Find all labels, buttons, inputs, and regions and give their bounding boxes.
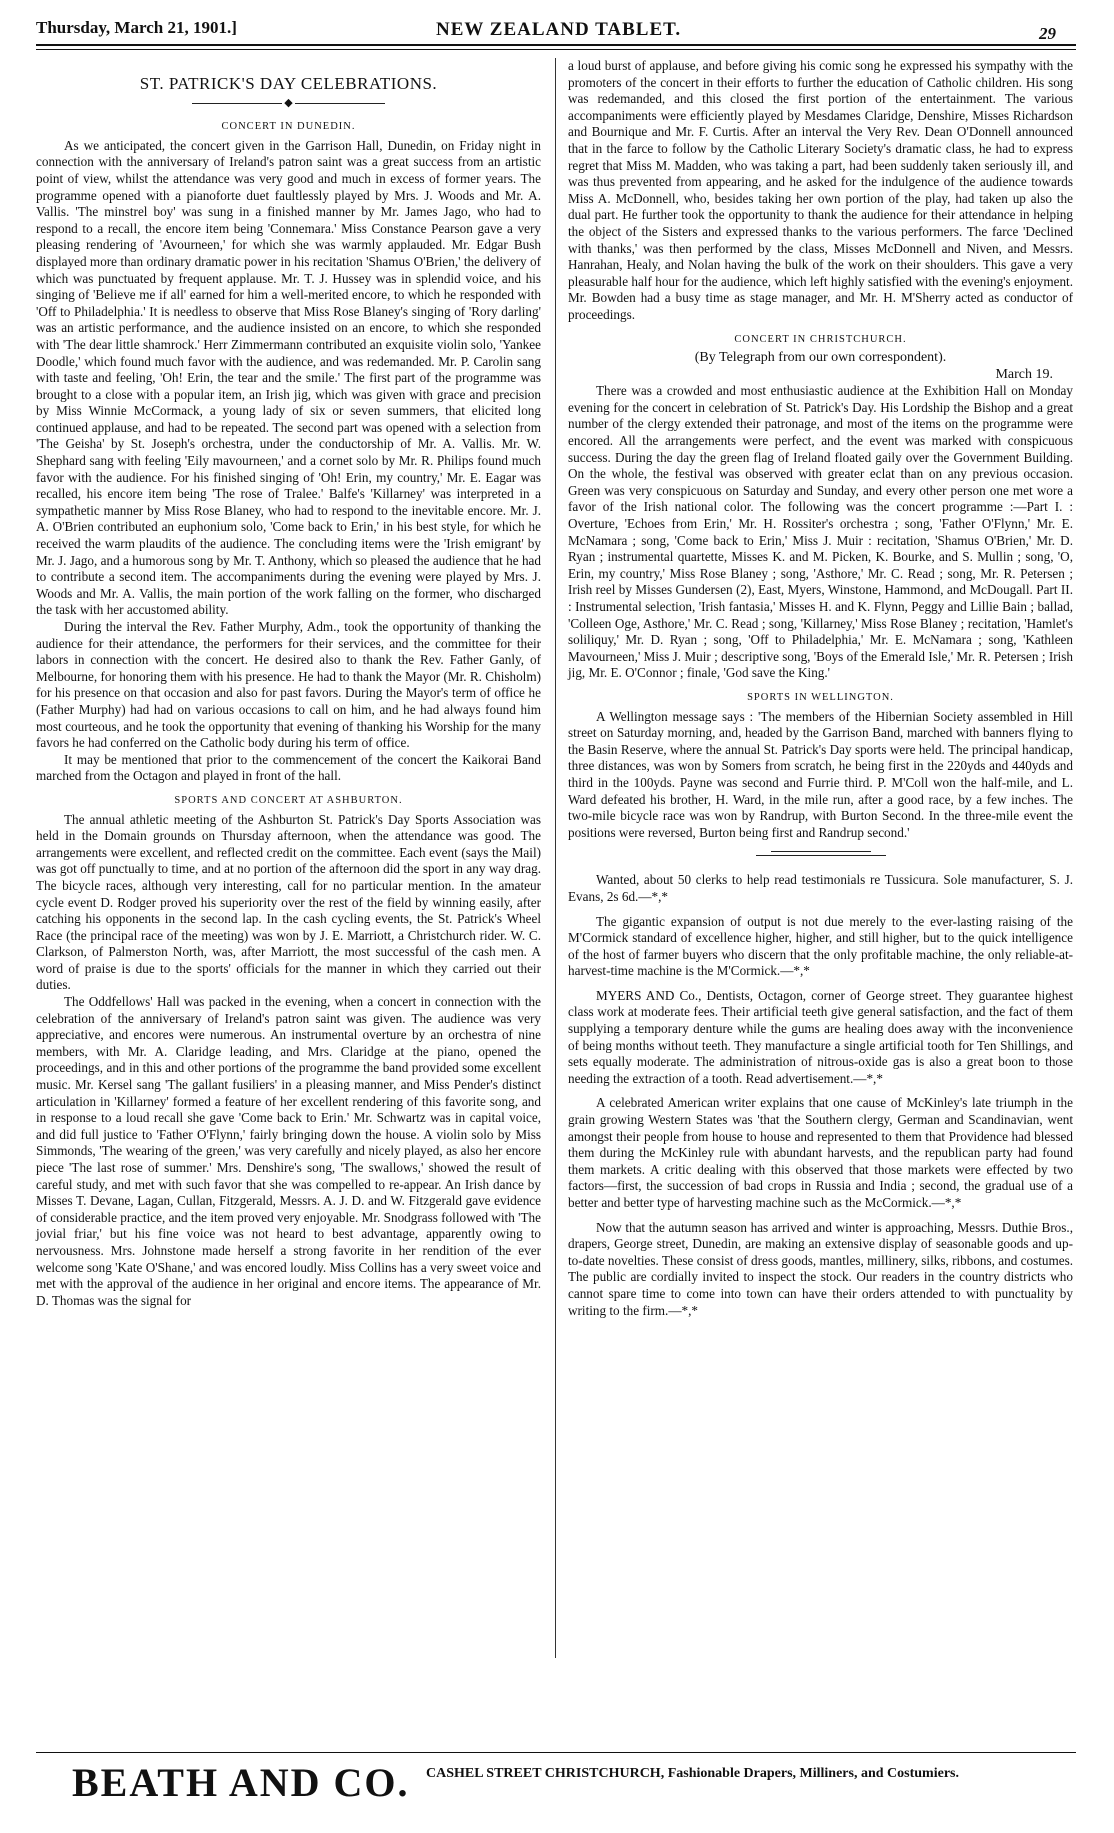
article-title: ST. PATRICK'S DAY CELEBRATIONS. [139, 74, 438, 93]
paragraph: As we anticipated, the concert given in the Garrison Hall, Dunedin, on Friday night in connection with the anniversary of Ireland's patron saint was a great success from an artistic point of view, whilst the attendance was very good and much in excess of former years. The programme opened with a pianoforte duet faultlessly played by Mrs. J. Woods and Mr. A. Vallis. 'The minstrel boy' was sung in a finished manner by Mr. James Jago, who had to respond to a recall, the encore item being 'Connemara.' Miss Constance Pearson gave a very pleasing rendering of 'Avourneen,' for which she was warmly applauded. Mr. Edgar Bush displayed more than ordinary dramatic power in his recitation 'Shamus O'Brien,' the delivery of which was punctuated by frequent applause. Mr. T. J. Hussey was in splendid voice, and his singing of 'Believe me if all' earned for him a well-merited encore, to which he responded with 'Off to Philadelphia.' It is needless to observe that Miss Rose Blaney's singing of 'Rory darling' was an artistic performance, and the audience insisted on an encore, to which she responded with 'The dear little shamrock.' Herr Zimmermann contributed an exquisite violin solo, 'Yankee Doodle,' which found much favor with the audience, and was redemanded. Mr. P. Carolin sang with taste and feeling, 'Oh! Erin, the tear and the smile.' The first part of the programme was brought to a close with a popular item, an Irish jig, which was given with grace and precision by Miss Winnie McCormack, a young lady of six or seven summers, that elicited long continued applause, and had to be repeated. The second part was opened with a selection from 'The Geisha' by St. Joseph's orchestra, under the conductorship of Mr. A. Vallis. Mr. W. Shephard sang with feeling 'Eily mavourneen,' and a cornet solo by Mr. R. Philips found much favor with the audience. For his finished singing of 'Oh! Erin, my country,' Mr. E. Eagar was recalled, his encore item being 'The rose of Tralee.' Balfe's 'Killarney' was interpreted in a sympathetic manner by Miss Rose Blaney, who had to respond to the inevitable encore. Mr. J. A. O'Brien contributed an euphonium solo, 'Come back to Erin,' in his best style, for which he received the warm plaudits of the audience. The concluding items were the 'Irish emigrant' by Mr. J. Jago, and a humorous song by Mr. T. Anthony, which so pleased the audience that he had to contribute a second item. The accompaniments during the evening were played by Mrs. J. Woods and Mr. A. Vallis, the main portion of the work falling on the former, who discharged the task with her accustomed ability. [36, 137, 541, 618]
footer-advert [36, 1757, 1076, 1813]
ad-paragraph: Wanted, about 50 clerks to help read testimonials re Tussicura. Sole manufacturer, S. J. Evans, 2s 6d.—*,* [568, 872, 1073, 904]
paragraph: During the interval the Rev. Father Murphy, Adm., took the opportunity of thanking the audience for their attendance, the performers for their services, and the committee for their labors in connection with the concert. He desired also to thank the Rev. Father Ganly, of Melbourne, for honoring them with his presence. He had to thank the Mayor (Mr. R. Chisholm) for his presence on that occasion and also for past favors. During the Mayor's term of office he (Father Murphy) had had on various occasions to call on him, and he had always found him most courteous, and he took the opportunity that evening of thanking his Worship for the many favors he had conferred on the Catholic body during his term of office. [36, 619, 541, 751]
page-number: 29 [1039, 24, 1056, 43]
separator-rule [756, 855, 886, 856]
advertisements [568, 872, 1073, 1319]
paragraph: It may be mentioned that prior to the commencement of the concert the Kaikorai Band marched from the Octagon and played in front of the hall. [36, 751, 541, 784]
dateline: March 19. [995, 366, 1053, 382]
column-divider [555, 58, 556, 1658]
ad-paragraph: The gigantic expansion of output is not due merely to the ever-lasting raising of the M'Cormick standard of excellence higher, higher, and still higher, but to the quick intelligence of the host of farmer buyers who discern that the only profitable machine, the only reliable-at-harvest-time machine is the M'Cormick.—*,* [568, 913, 1073, 979]
paragraph: A Wellington message says : 'The members of the Hibernian Society assembled in Hill street on Saturday morning, and, headed by the Garrison Band, marched with banners flying to the Basin Reserve, where the annual St. Patrick's Day sports were held. The principal handicap, three distances, was won by Somers from scratch, he being first in the 220yds and 440yds and third in the 100yds. Payne was second and Furrie third. P. M'Coll won the half-mile, and L. Ward defeated his brother, H. Ward, in the mile run, after a good race, by a few inches. The two-mile bicycle race was won by Randrup, with Burton Second. In the three-mile event the positions were reversed, Burton being first and Randrup second.' [568, 708, 1073, 840]
ad-paragraph: MYERS AND Co., Dentists, Octagon, corner of George street. They guarantee highest class work at moderate fees. Their artificial teeth give general satisfaction, and the fact of them supplying a temporary denture while the gums are healing does away with the inconvenience of being months without teeth. They manufacture a single artificial tooth for Ten Shillings, and sets equally moderate. The administration of nitrous-oxide gas is also a great boon to those needing the extraction of a tooth. Read advertisement.—*,* [568, 987, 1073, 1086]
paragraph: a loud burst of applause, and before giving his comic song he expressed his sympathy with the promoters of the concert in their efforts to further the education of Catholic children. His song was redemanded, and this closed the first portion of the entertainment. The various accompaniments were efficiently played by Mesdames Claridge, Denshire, Misses Richardson and Bournique and Mr. F. Curtis. After an interval the Very Rev. Dean O'Donnell announced that in the farce to follow by the Catholic Literary Society's dramatic class, he had to express regret that Miss M. Madden, who was taking a part, had been suddenly taken seriously ill, and was thus prevented from appearing, and he asked for the indulgence of the audience towards Miss A. McDonnell, who, besides taking her own portion of the play, had taken up also the dual part. He further took the opportunity to thank the audience for their attendance in helping the object of the Sisters and expressed thanks to the various performers. The farce 'Declined with thanks,' was then performed by the class, Misses McDonnell and Niven, and Messrs. Hanrahan, Healy, and Nolan having the bulk of the work on their shoulders. This gave a very pleasurable half hour for the audience, which left highly satisfied with the evening's enjoyment. Mr. Bowden had a busy time as stage manager, and Mr. H. M'Sherry acted as conductor of proceedings. [568, 58, 1073, 322]
page-header [36, 10, 1076, 46]
footer-rule [36, 1752, 1076, 1753]
section-heading-christchurch: CONCERT IN CHRISTCHURCH. [734, 333, 907, 345]
section-heading-wellington: SPORTS IN WELLINGTON. [747, 691, 894, 703]
header-rule-thin [36, 49, 1076, 50]
header-rule [36, 44, 1076, 46]
ad-paragraph: Now that the autumn season has arrived and winter is approaching, Messrs. Duthie Bros., drapers, George street, Dunedin, are making an extensive display of seasonable goods and up-to-date novelties. These consist of dress goods, mantles, millinery, silks, ribbons, and costumes. The public are cordially invited to inspect the stock. Our readers in the country districts who cannot spare time to come into town can have their orders attended to with punctuality by writing to the firm.—*,* [568, 1219, 1073, 1318]
paragraph: There was a crowded and most enthusiastic audience at the Exhibition Hall on Monday evening for the concert in celebration of St. Patrick's Day. His Lordship the Bishop and a great number of the clergy extended their patronage, and most of the items on the programme were encored. All the arrangements were perfect, and the event was marked with conspicuous success. During the day the green flag of Ireland floated gaily over the Government Building. On the whole, the festival was observed with greater eclat than on any previous occasion. Green was very conspicuous on Saturday and Sunday, and every other person one met wore a favor of the Irish national color. The following was the concert programme :—Part I. : Overture, 'Echoes from Erin,' Mr. H. Rossiter's orchestra ; song, 'Father O'Flynn,' Mr. E. McNamara ; song, 'Come back to Erin,' Miss J. Muir : recitation, 'Shamus O'Brien,' Mr. D. Ryan ; instrumental quartette, Misses K. and M. Picken, K. Bourke, and S. Mullin ; song, 'O, Erin, my country,' Miss Rose Blaney ; song, 'Asthore,' Mr. C. Read ; song, Mr. R. Petersen ; Irish reel by Misses Gundersen (2), East, Myers, Winstone, Hammond, and McDougall. Part II. : Instrumental selection, 'Irish fantasia,' Misses H. and K. Flynn, Peggy and Lillie Bain ; ballad, 'Colleen Oge, Asthore,' Mr. C. Read ; song, 'Killarney,' Miss Rose Blaney ; recitation, 'Hamlet's soliliquy,' Mr. D. Ryan ; song, 'Off to Philadelphia,' Mr. E. McNamara ; song, 'Kathleen Mavourneen,' Miss J. Muir ; descriptive song, 'Boys of the Emerald Isle,' Mr. R. Petersen ; Irish jig, Mr. E. O'Connor ; finale, 'God save the King.' [568, 383, 1073, 681]
paragraph: The annual athletic meeting of the Ashburton St. Patrick's Day Sports Association was held in the Domain grounds on Thursday afternoon, when the attendance was good. The arrangements were excellent, and reflected credit on the committee. Each event (says the Mail) was got off punctually to time, and at no portion of the afternoon did the sport in any way drag. The bicycle races, although very interesting, call for no particular mention. In the amateur cycle event D. Rodger proved his superiority over the rest of the field by winning easily, after catching his opponents in the second lap. In the cash cycling events, the St. Patrick's Wheel Race (the principal race of the meeting) was won by J. E. Marriott, a Christchurch rider. W. C. Clarkson, of Palmerston North, was, after Marriott, the most successful of the cash men. A word of praise is due to the sports' officials for the manner in which they carried out their duties. [36, 811, 541, 993]
section-heading-ashburton: SPORTS AND CONCERT AT ASHBURTON. [174, 794, 403, 806]
ad-paragraph: A celebrated American writer explains that one cause of McKinley's late triumph in the grain growing Western States was 'that the Southern clergy, German and Scandinavian, went amongst their people from house to house and represented to them that Providence had blessed them during the McKinley rule with abundant harvests, and the republican party had found them markets. A critic dealing with this observed that those markets were effected by two factors—first, the succession of bad crops in Russia and India ; second, the gradual use of a better and better type of harvesting machine such as the McCormick.—*,* [568, 1095, 1073, 1210]
footer-brand: BEATH AND CO. [72, 1760, 410, 1805]
masthead-title: NEW ZEALAND TABLET. [436, 19, 682, 40]
issue-date: Thursday, March 21, 1901.] [36, 18, 237, 37]
left-column [36, 58, 541, 1309]
right-column [568, 58, 1073, 1327]
footer-address: CASHEL STREET CHRISTCHURCH, Fashionable Drapers, Milliners, and Costumiers. [426, 1766, 959, 1781]
section-heading-dunedin: CONCERT IN DUNEDIN. [221, 121, 356, 133]
separator-rule [771, 851, 871, 852]
paragraph: The Oddfellows' Hall was packed in the evening, when a concert in connection with the celebration of the anniversary of Ireland's patron saint was given. The audience was very appreciative, and encores were numerous. An instrumental overture by an orchestra of nine members, with Mr. A. Claridge leading, and Mrs. Claridge at the piano, opened the proceedings, and in this and other portions of the programme the band provided some excellent music. Mr. Kersel sang 'The gallant fusiliers' in a pleasing manner, and Miss Pender's distinct articulation in 'Killarney' formed a feature of her excellent rendering of this favorite song, and in response to a loud recall she gave 'Come back to Erin.' Mr. Schwartz was in capital voice, and did full justice to 'Father O'Flynn,' fairly bringing down the house. A violin solo by Miss Simmonds, 'The wearing of the green,' was very carefully and nicely played, as also her encore piece 'The last rose of summer.' Mrs. Denshire's song, 'The swallows,' showed the result of careful study, and met with such favor that she was compelled to re-appear. An Irish dance by Misses T. Devane, Lagan, Cullan, Fitzgerald, Messrs. A. J. D. and W. Fitzgerald gave evidence of considerable practice, and the item proved very enjoyable. Mr. Snodgrass followed with 'The jovial friar,' but his fine voice was not heard to best advantage, apparently owing to nervousness. Mrs. Johnstone made herself a strong favorite in her rendition of the ever welcome song 'Kate O'Shane,' and was encored loudly. Miss Collins has a very sweet voice and met with the approval of the audience in her original and encore items. The appearance of Mr. D. Thomas was the signal for [36, 994, 541, 1308]
byline: (By Telegraph from our own correspondent). [694, 350, 947, 366]
title-ornament: ◆ [36, 95, 541, 112]
